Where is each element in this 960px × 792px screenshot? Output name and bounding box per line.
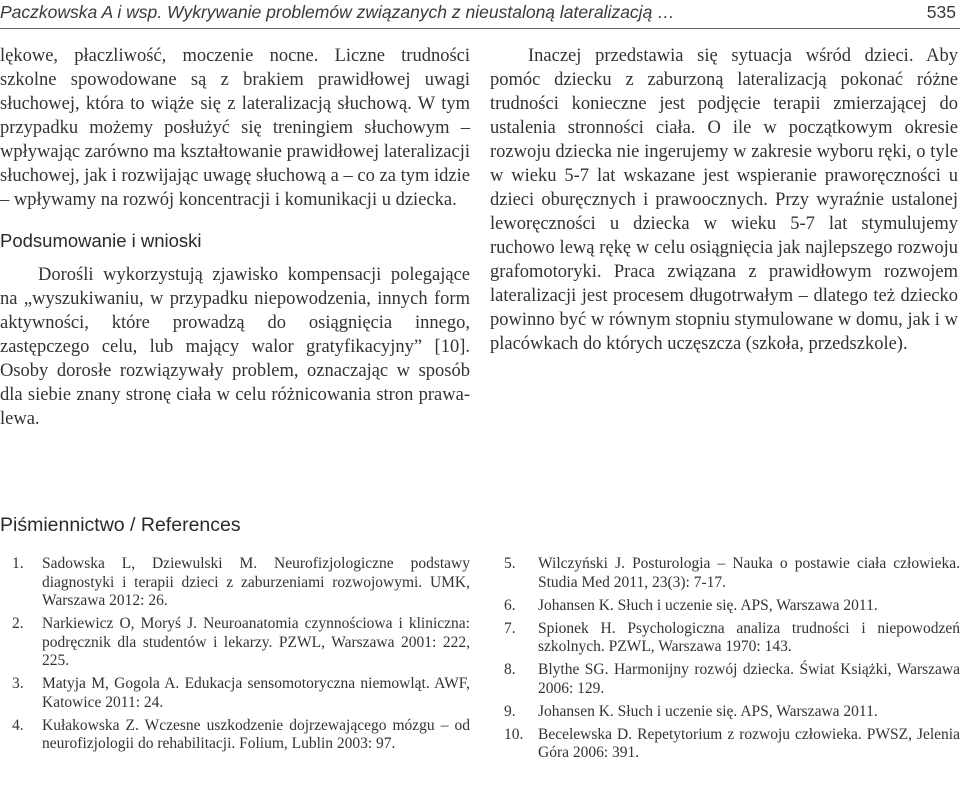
reference-number: 7. [504,619,516,637]
reference-number: 5. [504,555,516,572]
references-list-left [12,555,470,758]
reference-text: Blythe SG. Harmonijny rozwój dziecka. Świat Książki, Warszawa 2006: 129. [538,661,960,697]
reference-item [504,726,960,763]
reference-text: Kułakowska Z. Wczesne uszkodzenie dojrzewającego mózgu – od neurofizjologii do rehabilitacji. Folium, Lublin 2003: 97. [42,716,470,752]
reference-item [504,620,960,657]
left-paragraph-2: Dorośli wykorzystują zjawisko kompensacji polegające na „wyszukiwaniu, w przypadku niepowodzenia, innych form aktywności, które prowadzą do osiągnięcia innego, zastępczego celu, lub mający walor gratyfikacyjny” [10]. Osoby dorosłe rozwiązywały problem, oznaczając w sposób dla siebie znany stronę ciała w celu różnicowania stron prawa-lewa. [0,265,470,429]
reference-number: 3. [12,675,24,692]
reference-text: Becelewska D. Repetytorium z rozwoju człowieka. PWSZ, Jelenia Góra 2006: 391. [538,725,960,761]
reference-text: Johansen K. Słuch i uczenie się. APS, Warszawa 2011. [538,596,878,614]
right-paragraph-1: Inaczej przedstawia się sytuacja wśród dzieci. Aby pomóc dziecku z zaburzoną lateralizacją pokonać różne trudności konieczne jest podjęcie terapii zmierzającej do ustalenia stronności ciała. O ile w początkowym okresie rozwoju dziecka nie ingerujemy w zakresie wyboru ręki, o tyle w wieku 5-7 lat wskazane jest wspieranie praworęczności u dzieci oburęcznych i prawoocznych. Przy wyraźnie ustalonej leworęczności u dziecka w wieku 5-7 lat stymulujemy ruchowo lewą rękę w celu osiągnięcia jak najlepszego rozwoju grafomotoryki. Praca związana z prawidłowym rozwojem lateralizacji jest procesem długotrwałym – dlatego też dziecko powinno być w równym stopniu stymulowane w domu, jak i w placówkach do których uczęszcza (szkoła, przedszkole). [490,46,958,354]
reference-number: 4. [12,716,24,734]
reference-number: 2. [12,615,24,632]
reference-item [504,555,960,592]
reference-item [12,615,470,671]
reference-text: Spionek H. Psychologiczna analiza trudności i niepowodzeń szkolnych. PZWL, Warszawa 1970: 143. [538,619,960,655]
reference-number: 1. [12,555,24,572]
header-rule [0,28,960,29]
reference-text: Wilczyński J. Posturologia – Nauka o postawie ciała człowieka. Studia Med 2011, 23(3): 7-17. [538,555,960,591]
reference-text: Matyja M, Gogola A. Edukacja sensomotoryczna niemowląt. AWF, Katowice 2011: 24. [42,675,470,711]
left-column [0,44,470,431]
reference-number: 9. [504,702,516,720]
running-title: Paczkowska A i wsp. Wykrywanie problemów związanych z nieustaloną lateralizacją … [0,2,675,22]
running-header [0,0,960,26]
section-heading: Podsumowanie i wnioski [0,230,202,251]
reference-item [12,717,470,754]
reference-text: Johansen K. Słuch i uczenie się. APS, Warszawa 2011. [538,702,878,720]
reference-item [12,675,470,712]
references-heading: Piśmiennictwo / References [0,514,241,536]
reference-text: Sadowska L, Dziewulski M. Neurofizjologiczne podstawy diagnostyki i terapii dzieci z zaburzeniami rozwojowymi. UMK, Warszawa 2012: 26. [42,555,470,609]
left-paragraph-1: lękowe, płaczliwość, moczenie nocne. Liczne trudności szkolne spowodowane są z brakiem prawidłowej uwagi słuchowej, która to wiąże się z lateralizacją słuchową. W tym przypadku możemy posłużyć się treningiem słuchowym – wpływając zarówno ma kształtowanie prawidłowej lateralizacji słuchowej, jak i rozwijając uwagę słuchową a – co za tym idzie – wpływamy na rozwój koncentracji i komunikacji u dziecka. [0,46,471,210]
reference-text: Narkiewicz O, Moryś J. Neuroanatomia czynnościowa i kliniczna: podręcznik dla studentów i lekarzy. PZWL, Warszawa 2001: 222, 225. [42,615,470,669]
reference-item [504,597,960,616]
reference-item [12,555,470,611]
reference-number: 10. [504,725,524,743]
references-list-right [504,555,960,767]
reference-item [504,703,960,722]
reference-number: 8. [504,661,516,678]
reference-number: 6. [504,596,516,614]
page-number: 535 [926,2,956,22]
right-column [490,44,958,356]
reference-item [504,661,960,698]
